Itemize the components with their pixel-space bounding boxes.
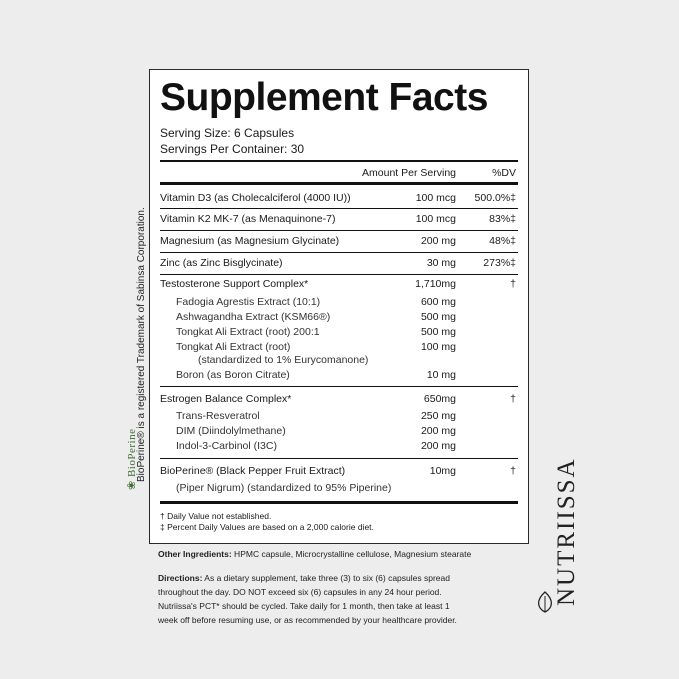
header-amount: Amount Per Serving	[362, 167, 456, 179]
footnote-dagger: † Daily Value not established.	[160, 511, 272, 521]
divider	[160, 501, 518, 504]
other-ingredients-text: HPMC capsule, Microcrystalline cellulose, Magnesium stearate	[231, 549, 472, 559]
complex-dv: †	[510, 278, 516, 290]
ingredient-amount: 10 mg	[426, 369, 456, 381]
divider	[160, 458, 518, 459]
complex-amount: 1,710mg	[415, 278, 456, 290]
nutrient-name: Vitamin D3 (as Cholecalciferol (4000 IU))	[160, 192, 351, 204]
directions-line: week off before resuming use, or as recommended by your healthcare provider.	[158, 615, 457, 625]
complex-name: Estrogen Balance Complex*	[160, 393, 292, 405]
complex-row	[160, 393, 518, 411]
complex-row	[160, 278, 518, 296]
ingredient-amount: 500 mg	[420, 326, 456, 338]
ingredient-name: Tongkat Ali Extract (root)	[176, 341, 291, 353]
ingredient-row	[160, 440, 518, 458]
complex-name: Testosterone Support Complex*	[160, 278, 309, 290]
nutrient-amount: 200 mg	[420, 235, 456, 247]
ingredient-name: DIM (Diindolylmethane)	[176, 425, 286, 437]
ingredient-name: Trans-Resveratrol	[176, 410, 260, 422]
nutrient-dv: 273%‡	[483, 257, 516, 269]
directions	[158, 571, 528, 627]
other-ingredients-label: Other Ingredients:	[158, 549, 232, 559]
brand-logo: NUTRIISSA	[553, 457, 580, 606]
complex-dv: †	[510, 393, 516, 405]
nutrient-amount: 100 mcg	[415, 192, 456, 204]
directions-label: Directions:	[158, 573, 203, 583]
supplement-facts-panel	[149, 69, 529, 544]
ingredient-row	[160, 482, 518, 500]
panel-title: Supplement Facts	[160, 76, 488, 119]
complex-amount: 10mg	[429, 465, 456, 477]
divider	[160, 160, 518, 162]
ingredient-name: Boron (as Boron Citrate)	[176, 369, 290, 381]
nutrient-amount: 30 mg	[426, 257, 456, 269]
nutrient-name: Magnesium (as Magnesium Glycinate)	[160, 235, 340, 247]
ingredient-amount: 100 mg	[420, 341, 456, 353]
nutrient-name: Vitamin K2 MK-7 (as Menaquinone-7)	[160, 213, 336, 225]
complex-row	[160, 465, 518, 483]
nutrient-row	[160, 257, 518, 275]
bioperine-logo-text: BioPerine	[126, 428, 138, 478]
ingredient-amount: 500 mg	[420, 311, 456, 323]
ingredient-row	[160, 369, 518, 387]
complex-amount: 650mg	[423, 393, 456, 405]
nutrient-row	[160, 213, 518, 231]
ingredient-amount: 200 mg	[420, 425, 456, 437]
header-dv: %DV	[492, 167, 516, 179]
other-ingredients	[158, 547, 528, 561]
servings-per-container: Servings Per Container: 30	[160, 142, 305, 156]
ingredient-amount: 600 mg	[420, 296, 456, 308]
divider	[160, 208, 518, 209]
nutrient-amount: 100 mcg	[415, 213, 456, 225]
nutrient-dv: 83%‡	[489, 213, 516, 225]
ingredient-name: Fadogia Agrestis Extract (10:1)	[176, 296, 321, 308]
nutrient-dv: 500.0%‡	[474, 192, 516, 204]
directions-line: Nutriissa's PCT* should be cycled. Take daily for 1 month, then take at least 1	[158, 601, 450, 611]
divider	[160, 182, 518, 185]
nutrient-row	[160, 235, 518, 253]
ingredient-name: Ashwagandha Extract (KSM66®)	[176, 311, 331, 323]
leaf-icon: ❀	[126, 480, 138, 490]
serving-size: Serving Size: 6 Capsules	[160, 126, 295, 140]
divider	[160, 230, 518, 231]
ingredient-note: (standardized to 1% Eurycomanone)	[198, 354, 369, 366]
divider	[160, 274, 518, 275]
nutrient-name: Zinc (as Zinc Bisglycinate)	[160, 257, 283, 269]
nutrient-dv: 48%‡	[489, 235, 516, 247]
complex-name: BioPerine® (Black Pepper Fruit Extract)	[160, 465, 346, 477]
footnote-double-dagger: ‡ Percent Daily Values are based on a 2,000 calorie diet.	[160, 522, 374, 532]
ingredient-amount: 250 mg	[420, 410, 456, 422]
ingredient-name: Indol-3-Carbinol (I3C)	[176, 440, 277, 452]
complex-dv: †	[510, 465, 516, 477]
ingredient-name: Tongkat Ali Extract (root) 200:1	[176, 326, 320, 338]
directions-line: As a dietary supplement, take three (3) to six (6) capsules spread	[202, 573, 450, 583]
trademark-note: BioPerine® is a registered Trademark of Sabinsa Corporation.	[136, 207, 147, 482]
divider	[160, 252, 518, 253]
ingredient-amount: 200 mg	[420, 440, 456, 452]
divider	[160, 386, 518, 387]
directions-line: throughout the day. DO NOT exceed six (6) capsules in any 24 hour period.	[158, 587, 442, 597]
ingredient-note: (Piper Nigrum) (standardized to 95% Piperine)	[176, 482, 392, 494]
